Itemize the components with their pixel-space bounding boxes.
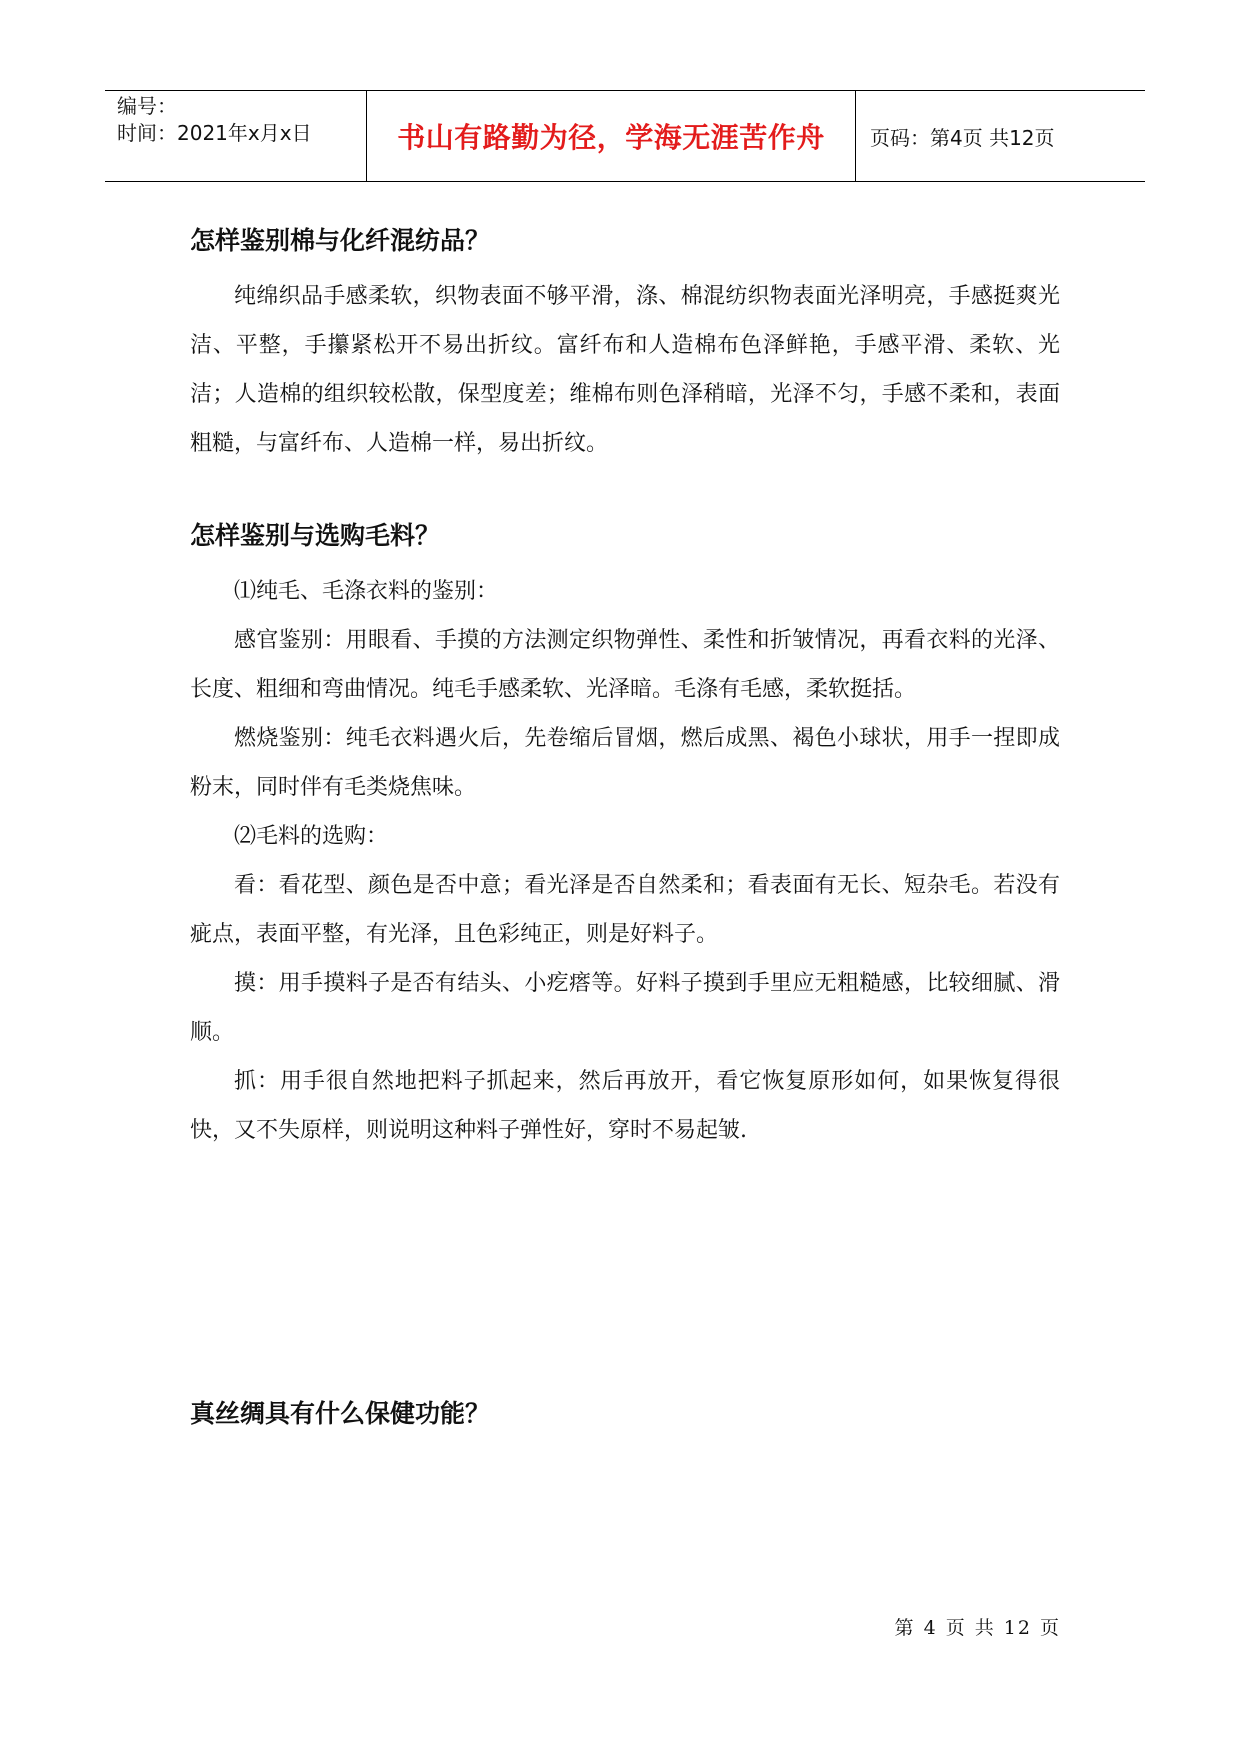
paragraph: 感官鉴别：用眼看、手摸的方法测定织物弹性、柔性和折皱情况，再看衣料的光泽、长度、粗细和弯曲情况。纯毛手感柔软、光泽暗。毛涤有毛感，柔软挺括。 — [190, 628, 1060, 702]
time-label: 时间：2021年x月x日 — [117, 121, 312, 145]
section-spacer — [190, 468, 1060, 505]
paragraph: 摸：用手摸料子是否有结头、小疙瘩等。好料子摸到手里应无粗糙感，比较细腻、滑顺。 — [190, 971, 1060, 1045]
section-title: 真丝绸具有什么保健功能？ — [190, 1399, 491, 1428]
paragraph: 燃烧鉴别：纯毛衣料遇火后，先卷缩后冒烟，燃后成黑、褐色小球状，用手一捏即成粉末，同时伴有毛类烧焦味。 — [190, 726, 1060, 800]
section-title: 怎样鉴别与选购毛料？ — [190, 521, 441, 550]
document-body — [190, 210, 1060, 1445]
header-page-code: 页码：第4页 共12页 — [870, 125, 1055, 150]
header-meta — [105, 91, 367, 181]
paragraph: 看：看花型、颜色是否中意；看光泽是否自然柔和；看表面有无长、短杂毛。若没有疵点，表面平整，有光泽，且色彩纯正，则是好料子。 — [190, 873, 1060, 947]
page-header — [105, 90, 1145, 182]
paragraph: ⑵毛料的选购： — [234, 824, 389, 849]
paragraph: ⑴纯毛、毛涤衣料的鉴别： — [234, 579, 499, 604]
page-footer: 第 4 页 共 12 页 — [894, 1617, 1061, 1639]
section-spacer — [190, 1155, 1060, 1383]
number-label: 编号： — [117, 94, 177, 118]
paragraph: 纯绵织品手感柔软，织物表面不够平滑，涤、棉混纺织物表面光泽明亮，手感挺爽光洁、平整，手攥紧松开不易出折纹。富纤布和人造棉布色泽鲜艳，手感平滑、柔软、光洁；人造棉的组织较松散，保型度差；维棉布则色泽稍暗，光泽不匀，手感不柔和，表面粗糙，与富纤布、人造棉一样，易出折纹。 — [190, 284, 1060, 456]
header-motto: 书山有路勤为径，学海无涯苦作舟 — [367, 91, 856, 181]
paragraph: 抓：用手很自然地把料子抓起来，然后再放开，看它恢复原形如何，如果恢复得很快，又不失原样，则说明这种料子弹性好，穿时不易起皱. — [190, 1069, 1060, 1143]
section-title: 怎样鉴别棉与化纤混纺品？ — [190, 226, 491, 255]
